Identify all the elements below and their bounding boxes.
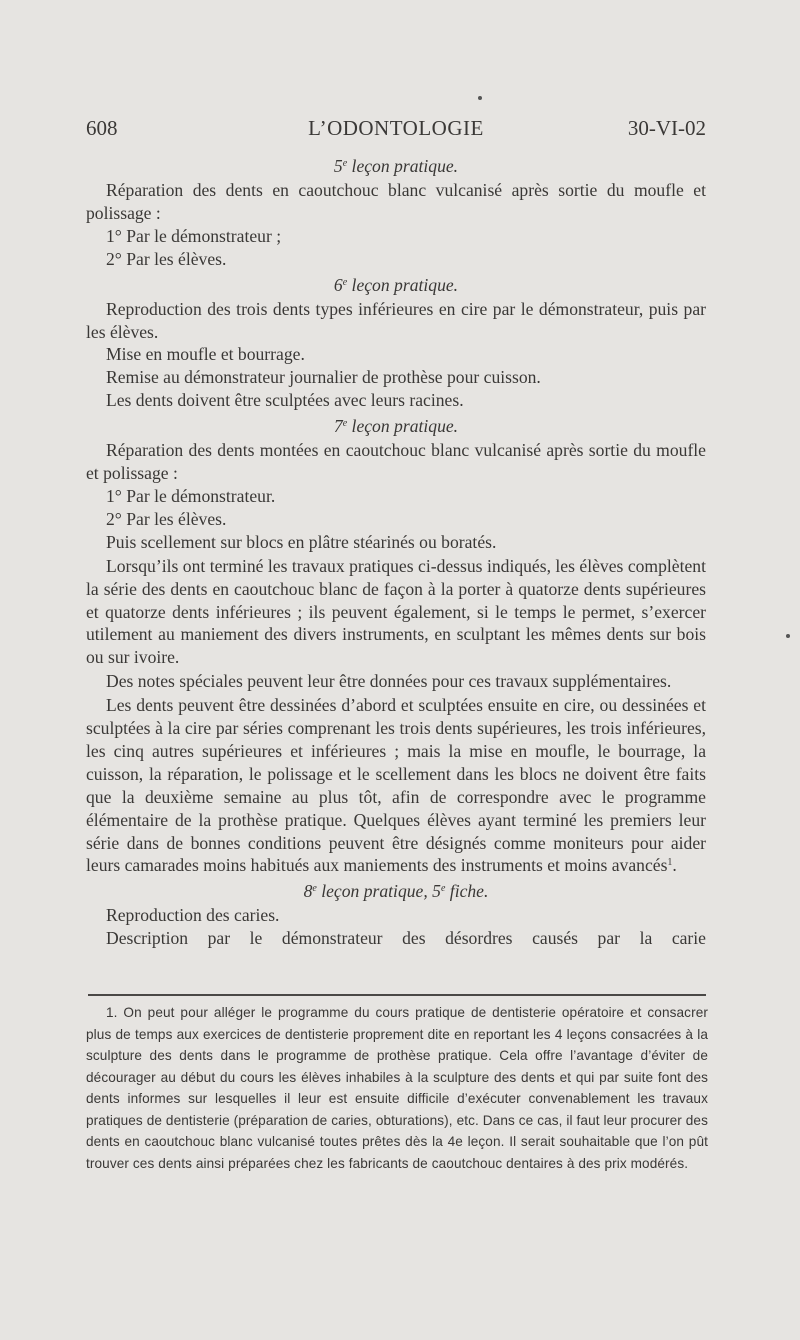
paragraph: Puis scellement sur blocs en plâtre stéarinés ou boratés.	[106, 531, 497, 552]
footnote-marker: 1	[667, 857, 673, 869]
paragraph: Lorsqu’ils ont terminé les travaux pratiques ci-dessus indiqués, les élèves complètent la série des dents en caoutchouc blanc de façon à la porter à quatorze dents supérieures et quatorze dents inférieures ; ils peuvent également, si le temps le permet, s’exercer utilement au maniement des divers instruments, en sculptant les mêmes dents sur bois ou sur ivoire.	[86, 555, 706, 668]
paragraph: Reproduction des caries.	[106, 905, 280, 926]
paragraph: Des notes spéciales peuvent leur être données pour ces travaux supplémentaires.	[106, 671, 672, 692]
list-item: 2° Par les élèves.	[106, 508, 227, 529]
footnote-divider	[88, 994, 706, 996]
print-speck	[478, 96, 482, 100]
paragraph: Réparation des dents montées en caoutchouc blanc vulcanisé après sortie du moufle et polissage :	[86, 440, 706, 484]
list-item: 2° Par les élèves.	[106, 248, 227, 269]
paragraph: Les dents doivent être sculptées avec leurs racines.	[106, 390, 464, 411]
section-heading-lesson-6: 6e leçon pratique.	[333, 274, 459, 295]
footnote	[86, 1002, 708, 1174]
section-heading-lesson-8: 8e leçon pratique, 5e fiche.	[303, 881, 489, 902]
section-heading-lesson-5: 5e leçon pratique.	[333, 156, 459, 176]
section-heading-lesson-7: 7e leçon pratique.	[333, 416, 459, 437]
page-number: 608	[86, 116, 118, 140]
paragraph: Remise au démonstrateur journalier de prothèse pour cuisson.	[106, 367, 541, 388]
issue-date: 30-VI-02	[627, 116, 706, 140]
main-text	[86, 152, 706, 950]
paragraph: Réparation des dents en caoutchouc blanc vulcanisé après sortie du moufle et polissage :	[86, 180, 706, 223]
paragraph: Les dents peuvent être dessinées d’abord et sculptées ensuite en cire, ou dessinées et sculptées à la cire par séries comprenant les trois dents supérieures, les trois inférieures, les cinq autres supérieures et inférieures ; mais la mise en moufle, le bourrage, la cuisson, la réparation, le polissage et le scellement dans les blocs ne doivent être faits que la deuxième semaine au plus tôt, afin de correspondre avec le programme élémentaire de la prothèse pratique. Quelques élèves ayant terminé les premiers leur série dans de bonnes conditions peuvent être désignés comme moniteurs pour aider leurs camarades moins habitués aux maniements des instruments et moins avancés$^1$.	[86, 695, 706, 876]
running-header	[86, 116, 706, 144]
paragraph: Reproduction des trois dents types inférieures en cire par le démonstrateur, puis par les élèves.	[86, 298, 706, 342]
paragraph: Mise en moufle et bourrage.	[106, 344, 305, 365]
print-speck	[786, 634, 790, 638]
paragraph: Description par le démonstrateur des désordres causés par la carie	[106, 928, 706, 949]
footnote-text: 1. On peut pour alléger le programme du cours pratique de dentisterie opératoire et consacrer plus de temps aux exercices de dentisterie proprement dite en reportant les 4 leçons consacrées à la sculpture des dents dans le programme de prothèse pratique. Cela offre l’avantage d’éviter de décourager au début du cours les élèves inhabiles à la sculpture des dents et qui par suite font des dents informes sur lesquelles il leur est ensuite difficile d’exécuter convenablement les travaux pratiques de dentisterie (préparation de caries, obturations), etc. Dans ce cas, il faut leur procurer des dents en caoutchouc blanc vulcanisé toutes prêtes dès la 4e leçon. Il serait souhaitable que l’on pût trouver ces dents ainsi préparées chez les fabricants de caoutchouc dentaires à des prix modérés.	[86, 1005, 708, 1171]
list-item: 1° Par le démonstrateur.	[106, 485, 276, 506]
journal-title: L’ODONTOLOGIE	[308, 116, 484, 140]
list-item: 1° Par le démonstrateur ;	[106, 225, 282, 246]
